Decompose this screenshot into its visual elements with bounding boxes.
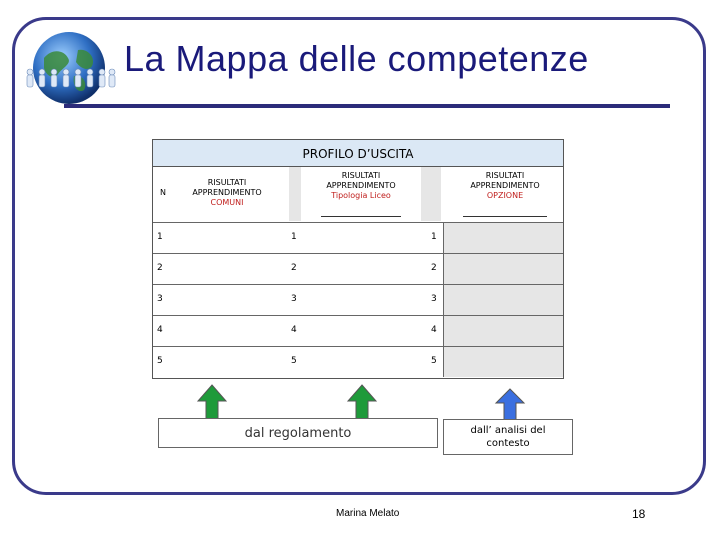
col-opzione-line1: RISULTATI <box>485 171 525 180</box>
col-comuni-header <box>179 178 275 208</box>
col-liceo-line2: APPRENDIMENTO <box>326 181 396 190</box>
liceo-number: 1 <box>291 232 297 242</box>
opzione-number: 1 <box>431 232 437 242</box>
grey-spacer <box>289 167 301 221</box>
col-comuni-line3: COMUNI <box>210 198 244 207</box>
liceo-number: 2 <box>291 263 297 273</box>
liceo-underline <box>321 216 401 217</box>
grey-cell <box>443 316 563 346</box>
row-number: 5 <box>157 356 163 366</box>
opzione-underline <box>463 216 547 217</box>
opzione-number: 4 <box>431 325 437 335</box>
regolamento-box: dal regolamento <box>158 418 438 448</box>
contesto-line1: dall’ analisi del <box>470 425 546 436</box>
page-number: 18 <box>632 507 646 521</box>
opzione-number: 3 <box>431 294 437 304</box>
col-liceo-header <box>311 171 411 201</box>
grey-cell <box>443 254 563 284</box>
col-n-header: N <box>160 188 166 197</box>
contesto-line2: contesto <box>486 438 530 449</box>
col-comuni-line2: APPRENDIMENTO <box>192 188 262 197</box>
liceo-number: 5 <box>291 356 297 366</box>
globe-people-icon <box>22 28 116 108</box>
opzione-number: 5 <box>431 356 437 366</box>
contesto-box <box>443 419 573 455</box>
grey-cell <box>443 285 563 315</box>
grey-spacer <box>421 167 441 221</box>
col-comuni-line1: RISULTATI <box>207 178 247 187</box>
col-opzione-line3: OPZIONE <box>486 191 524 200</box>
grey-cell <box>443 223 563 253</box>
col-opzione-header <box>453 171 557 201</box>
liceo-number: 4 <box>291 325 297 335</box>
title-divider <box>64 104 670 108</box>
arrow-up-icon <box>494 387 526 423</box>
row-number: 4 <box>157 325 163 335</box>
liceo-number: 3 <box>291 294 297 304</box>
row-number: 2 <box>157 263 163 273</box>
footer-author: Marina Melato <box>336 508 400 519</box>
row-number: 3 <box>157 294 163 304</box>
slide-title: La Mappa delle competenze <box>124 38 589 79</box>
col-liceo-line1: RISULTATI <box>341 171 381 180</box>
col-opzione-line2: APPRENDIMENTO <box>470 181 540 190</box>
grey-cell <box>443 347 563 377</box>
profile-table <box>152 139 564 379</box>
table-header: PROFILO D’USCITA <box>153 140 563 167</box>
row-number: 1 <box>157 232 163 242</box>
opzione-number: 2 <box>431 263 437 273</box>
col-liceo-line3: Tipologia Liceo <box>331 191 391 200</box>
column-divider <box>443 222 444 377</box>
